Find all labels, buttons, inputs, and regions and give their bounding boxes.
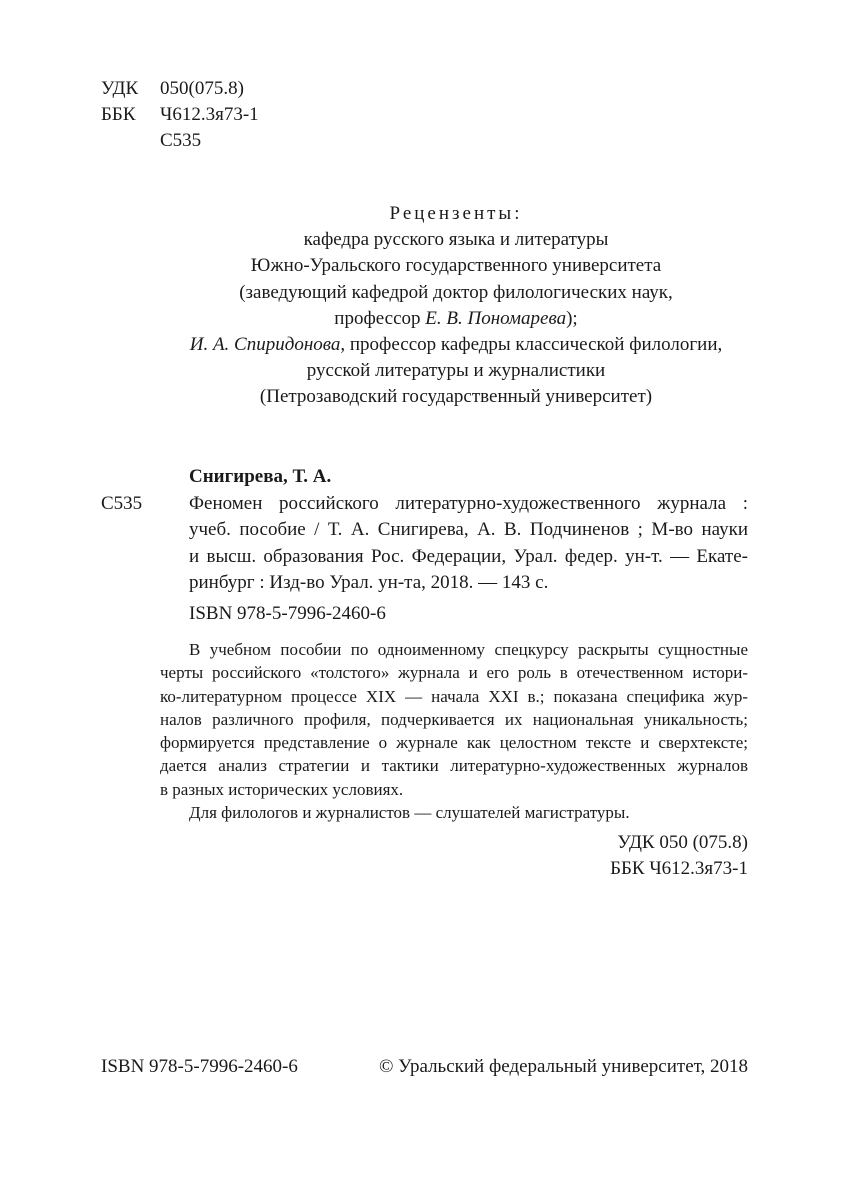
author-heading: Снигирева, Т. А. [189,466,332,487]
annotation-line: В учебном пособии по одноименному спецкурсу раскрыты сущностные [189,640,748,659]
annotation-line: ко-литературном процессе XIX — начала XXI в.; показана специфика жур- [160,686,748,706]
audience-line: Для филологов и журналистов — слушателей магистратуры. [189,803,630,823]
reviewer-line [101,332,811,358]
reviewer-line: кафедра русского языка и литературы [303,229,609,251]
annotation-line: налов различного профиля, подчеркивается их национальная уникальность; [160,709,748,729]
bbk-label: ББК [101,104,136,125]
biblio-line: ринбург : Изд-во Урал. ун-та, 2018. — 143 с. [189,571,549,593]
udk-index: УДК 050 (075.8) [617,832,748,853]
reviewer-name: И. А. Спиридонова [189,334,341,356]
isbn: ISBN 978-5-7996-2460-6 [189,603,386,624]
reviewer-line [101,306,811,332]
copyright: © Уральский федеральный университет, 2018 [379,1056,748,1077]
annotation-line: дается анализ стратегии и тактики литературно-художественных журналов [160,756,748,776]
udk-value: 050(075.8) [160,78,244,99]
biblio-line: и высш. образования Рос. Федерации, Урал. федер. ун-т. — Екате- [189,545,748,567]
biblio-line: учеб. пособие / Т. А. Снигирева, А. В. Подчиненов ; М-во науки [189,519,748,541]
annotation-line: формируется представление о журнале как целостном тексте и сверхтексте; [160,733,748,753]
bbk-value: Ч612.3я73-1 [160,104,259,125]
reviewer-line: Южно-Уральского государственного университета [250,255,662,277]
annotation-line: черты российского «толстого» журнала и его роль в отечественном истори- [160,663,748,683]
bbk-index: ББК Ч612.3я73-1 [610,858,748,879]
annotation [160,638,748,824]
annotation-line: в разных исторических условиях. [160,779,404,799]
biblio-line: Феномен российского литературно-художественного журнала : [189,493,748,514]
reviewer-name: Е. В. Пономарева [425,307,567,329]
udk-label: УДК [101,78,139,99]
footer-isbn: ISBN 978-5-7996-2460-6 [101,1056,298,1077]
reviewer-suffix: ); [566,307,578,329]
reviewers-heading: Рецензенты: [389,203,523,224]
author-code: С535 [160,130,202,151]
reviewer-line: (Петрозаводский государственный университет) [259,386,653,408]
record-code: С535 [101,493,143,514]
reviewer-position: , профессор кафедры классической филологии, [340,334,723,356]
reviewer-line: русской литературы и журналистики [306,360,606,382]
bibliographic-description [189,491,748,596]
reviewers-block [101,201,811,411]
reviewer-title: профессор [334,307,426,329]
reviewer-line: (заведующий кафедрой доктор филологических наук, [239,281,673,303]
